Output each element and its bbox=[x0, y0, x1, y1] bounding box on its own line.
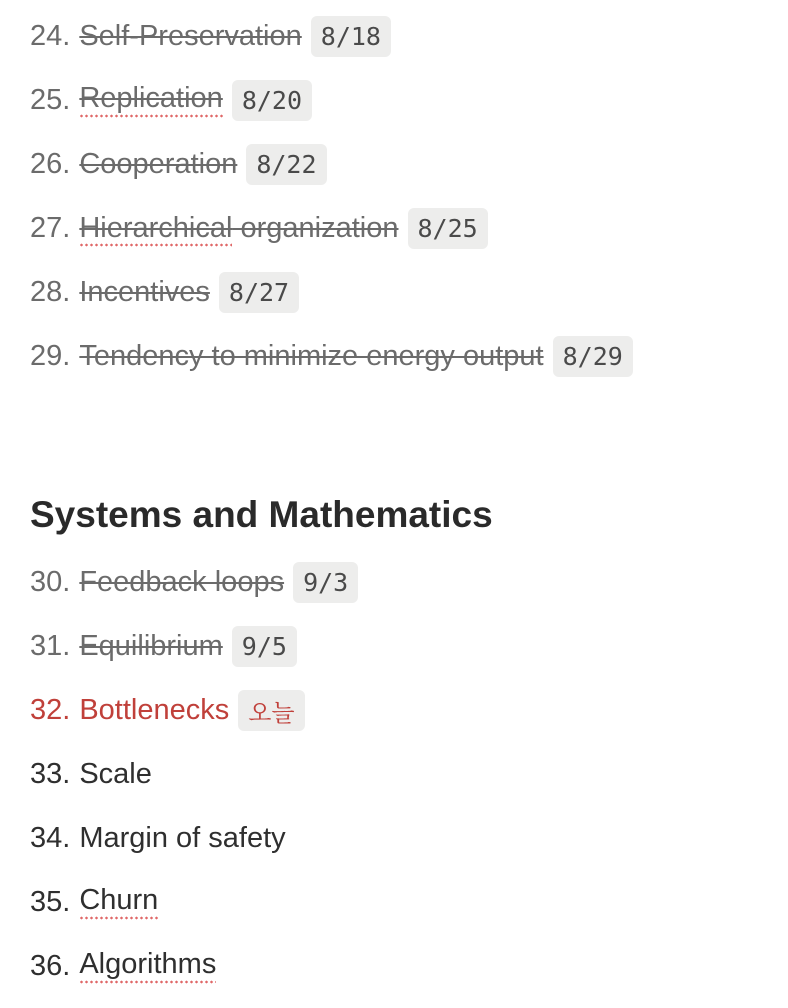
date-badge[interactable]: 9/3 bbox=[293, 562, 358, 603]
item-title[interactable]: Equilibrium bbox=[79, 629, 223, 662]
item-number: 36. bbox=[30, 949, 71, 982]
date-badge[interactable]: 8/22 bbox=[246, 144, 326, 185]
list-item[interactable] bbox=[30, 14, 391, 58]
item-number: 24. bbox=[30, 19, 71, 52]
item-title-rest: organization bbox=[232, 211, 399, 244]
item-number: 35. bbox=[30, 885, 71, 918]
item-title[interactable]: Churn bbox=[79, 884, 158, 920]
list-item[interactable] bbox=[30, 270, 299, 314]
item-title[interactable]: Cooperation bbox=[79, 147, 238, 180]
item-title[interactable]: Tendency to minimize energy output bbox=[79, 339, 544, 372]
item-number: 33. bbox=[30, 757, 71, 790]
date-badge[interactable]: 8/27 bbox=[219, 272, 299, 313]
item-title[interactable]: Margin of safety bbox=[79, 821, 286, 854]
list-item[interactable] bbox=[30, 944, 216, 988]
item-title[interactable]: Incentives bbox=[79, 275, 210, 308]
item-number: 34. bbox=[30, 821, 71, 854]
list-item[interactable] bbox=[30, 142, 327, 186]
item-number: 31. bbox=[30, 629, 71, 662]
item-title[interactable]: Replication bbox=[79, 82, 222, 118]
date-badge[interactable]: 9/5 bbox=[232, 626, 297, 667]
item-number: 32. bbox=[30, 693, 71, 726]
list-item[interactable] bbox=[30, 752, 152, 796]
date-badge[interactable]: 8/25 bbox=[408, 208, 488, 249]
item-number: 25. bbox=[30, 83, 71, 116]
list-item[interactable] bbox=[30, 560, 358, 604]
item-title[interactable]: Feedback loops bbox=[79, 565, 285, 598]
list-item[interactable] bbox=[30, 78, 312, 122]
list-item[interactable] bbox=[30, 206, 488, 250]
item-title[interactable] bbox=[79, 212, 398, 245]
item-number: 27. bbox=[30, 211, 71, 244]
section-heading[interactable]: Systems and Mathematics bbox=[30, 494, 493, 535]
item-title[interactable]: Algorithms bbox=[79, 948, 216, 984]
item-title-misspelled-part: Hierarchical bbox=[79, 212, 232, 247]
list-item[interactable] bbox=[30, 880, 158, 924]
date-badge[interactable]: 8/20 bbox=[232, 80, 312, 121]
item-number: 26. bbox=[30, 147, 71, 180]
today-badge[interactable]: 오늘 bbox=[238, 690, 304, 731]
list-item-today[interactable] bbox=[30, 688, 305, 732]
list-item[interactable] bbox=[30, 624, 297, 668]
item-number: 30. bbox=[30, 565, 71, 598]
item-number: 29. bbox=[30, 339, 71, 372]
list-item[interactable] bbox=[30, 334, 633, 378]
item-title[interactable]: Bottlenecks bbox=[79, 693, 230, 726]
item-number: 28. bbox=[30, 275, 71, 308]
list-item[interactable] bbox=[30, 816, 286, 860]
item-title[interactable]: Self-Preservation bbox=[79, 19, 302, 52]
date-badge[interactable]: 8/18 bbox=[311, 16, 391, 57]
item-title[interactable]: Scale bbox=[79, 757, 152, 790]
date-badge[interactable]: 8/29 bbox=[553, 336, 633, 377]
